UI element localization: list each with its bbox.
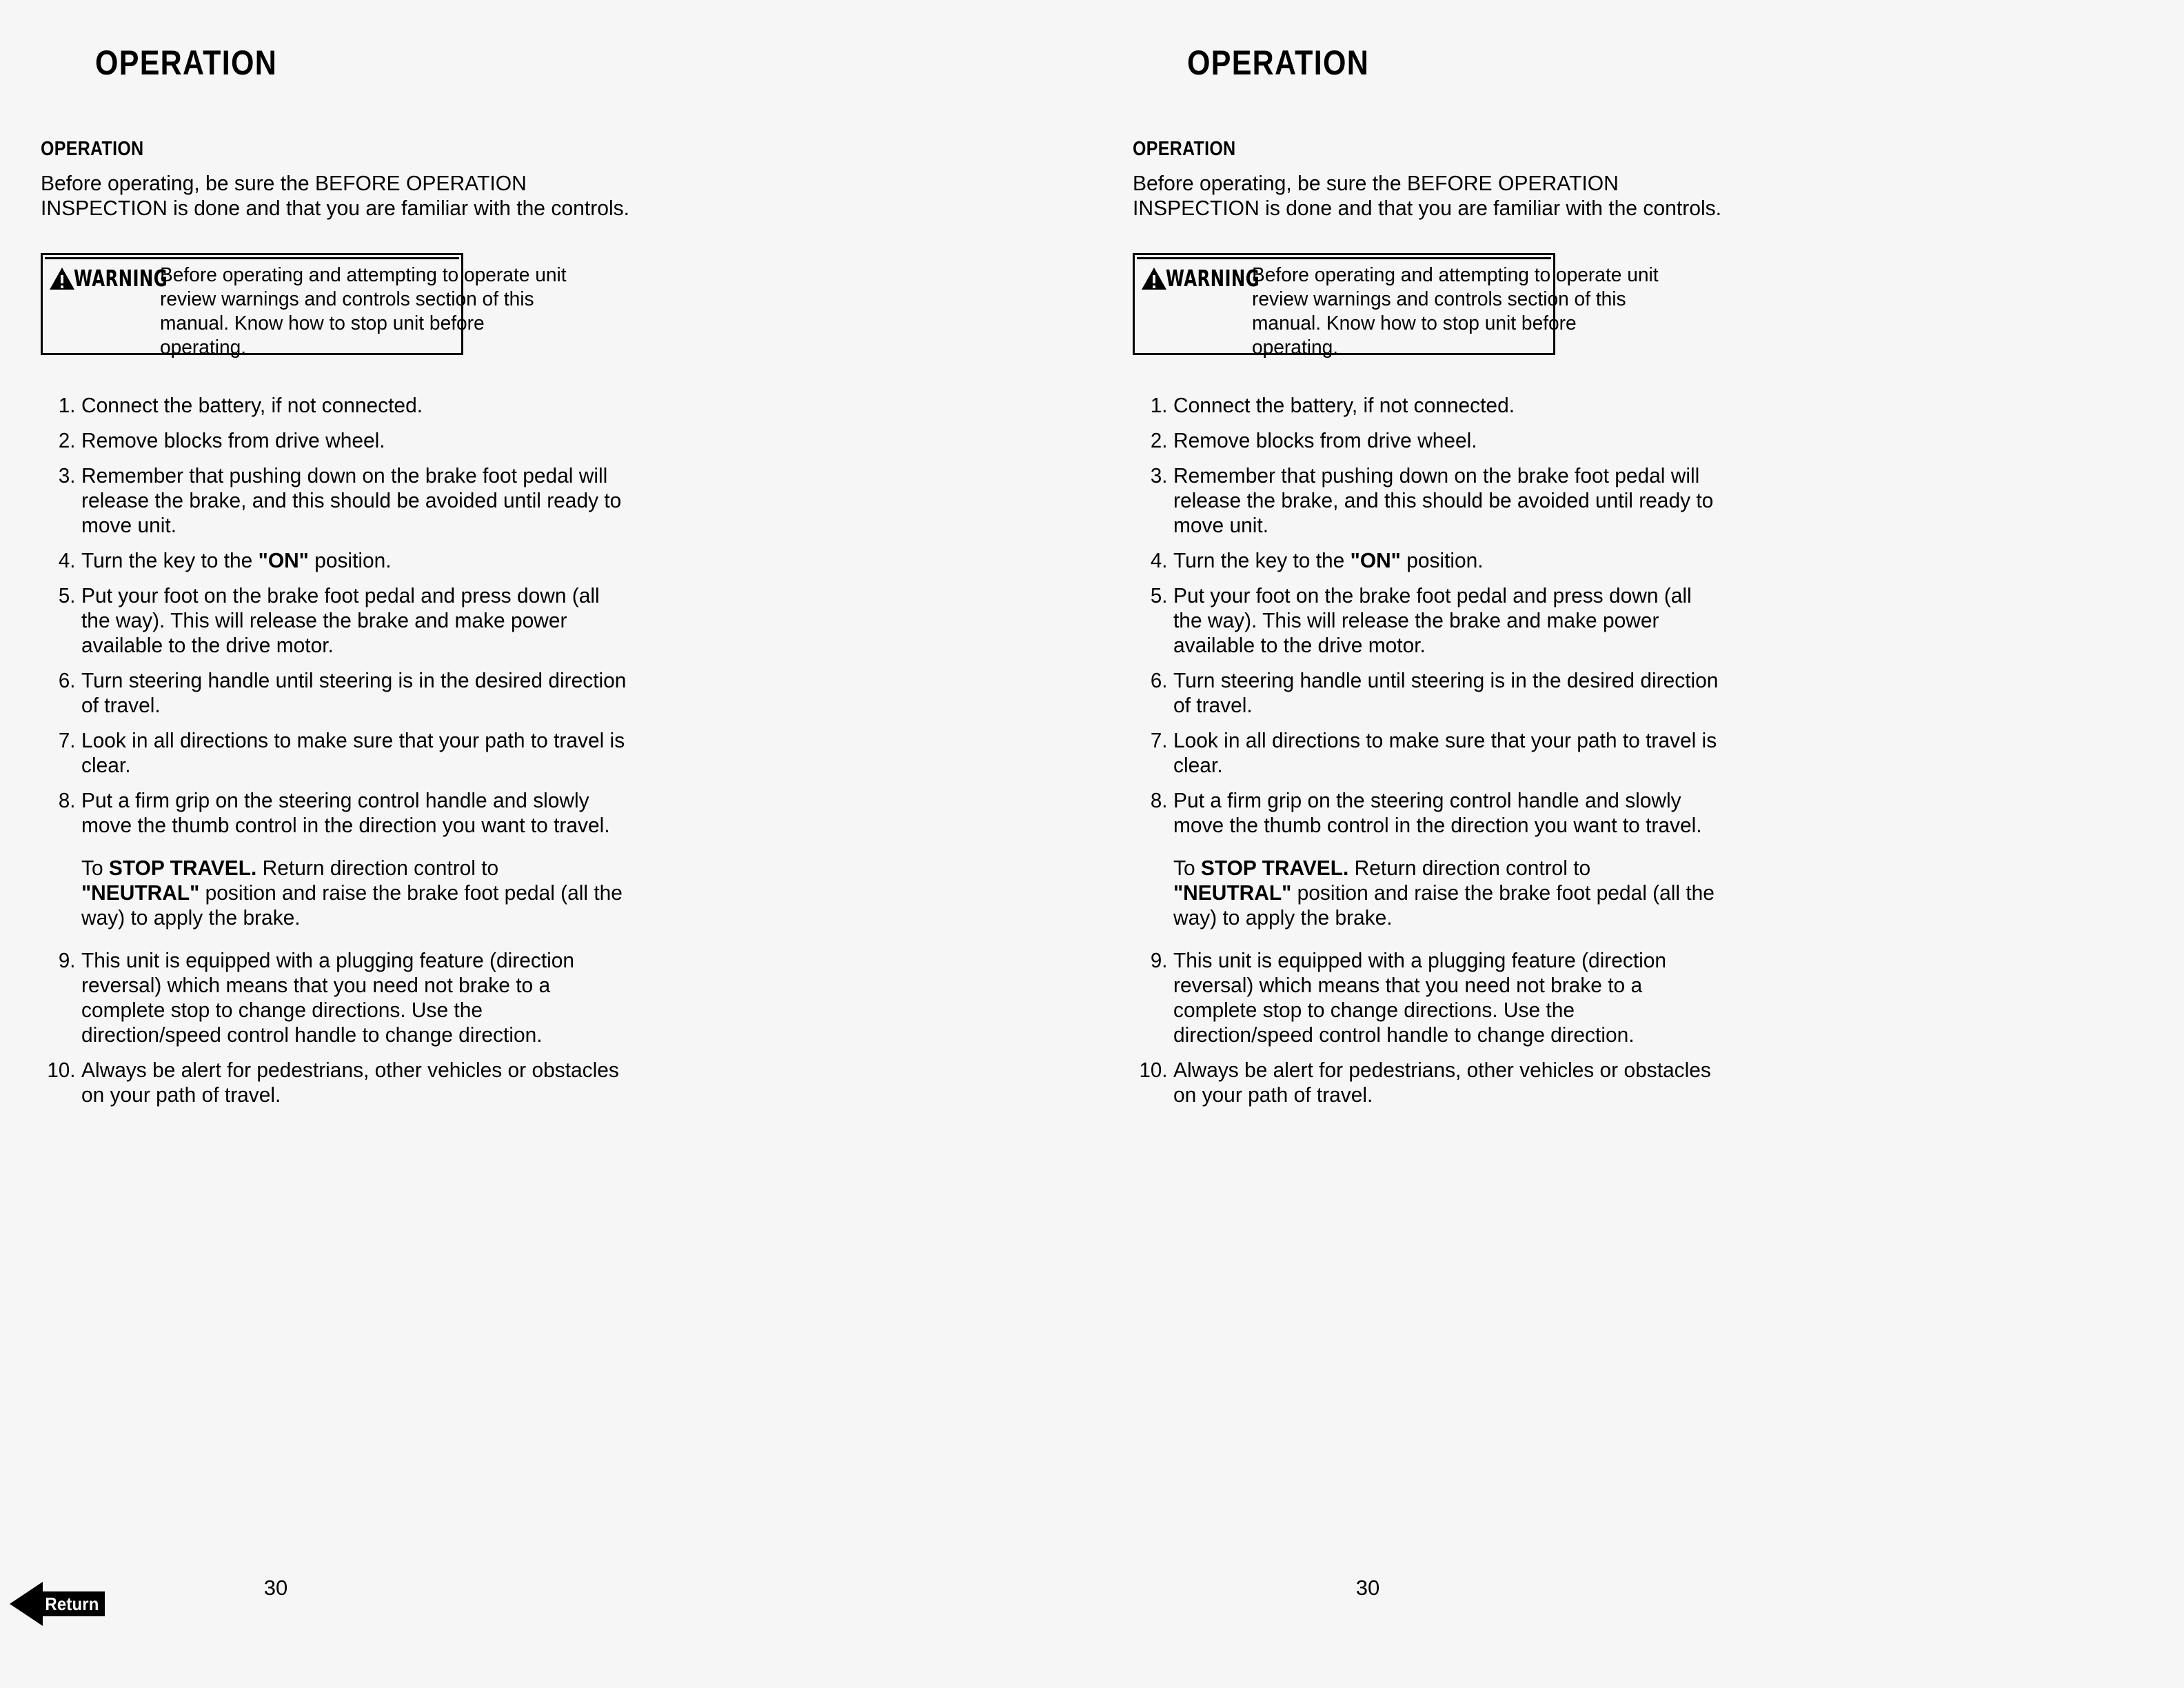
emphasis-stop-travel: STOP TRAVEL. <box>108 856 257 880</box>
step-number: 7. <box>58 728 76 752</box>
step-text: Turn steering handle until steering is in the desired direction of travel. <box>1173 668 1719 717</box>
stop-travel-note: To STOP TRAVEL. Return direction control to "NEUTRAL" position and raise the brake foot pedal (all the way) to apply the brake. <box>1173 856 1715 930</box>
intro-word: operating, <box>107 171 200 195</box>
list-item <box>41 788 610 838</box>
list-item <box>41 393 516 418</box>
list-item <box>1133 583 1692 658</box>
warning-word: section <box>1507 288 1569 310</box>
step-text: Put a firm grip on the steering control handle and slowly move the thumb control in the direction you want to travel. <box>1173 788 1702 837</box>
intro-word: Before <box>41 171 102 195</box>
step-number: 2. <box>58 428 76 452</box>
intro-paragraph <box>41 171 630 221</box>
operation-steps-list <box>41 393 627 1118</box>
step-text: Turn steering handle until steering is in the desired direction of travel. <box>81 668 627 717</box>
intro-word: the <box>280 171 310 195</box>
warning-word: review <box>1252 288 1308 310</box>
warning-word: warnings <box>1313 288 1391 310</box>
step-text: This unit is equipped with a plugging feature (direction reversal) which means that you need not brake to a complete stop to change directions. Use the direction/speed control handle to change direction. <box>81 948 575 1047</box>
list-item <box>1133 668 1719 718</box>
warning-line: Before operating and attempting to operate unit <box>1252 264 1659 286</box>
section-heading: OPERATION <box>1133 138 1236 160</box>
step-number: 4. <box>1150 548 1168 572</box>
list-item <box>1133 1058 1711 1107</box>
step-text: Connect the battery, if not connected. <box>81 393 423 417</box>
intro-line: INSPECTION is done and that you are familiar with the controls. <box>1133 196 1722 220</box>
list-item <box>1133 728 1717 778</box>
step-text: Remove blocks from drive wheel. <box>81 428 385 452</box>
warning-word: controls <box>1434 288 1502 310</box>
step-text: Remember that pushing down on the brake foot pedal will release the brake, and this should be avoided until ready to move unit. <box>1173 463 1714 537</box>
warning-line: operating. <box>160 336 247 359</box>
left-arrow-icon <box>10 1582 43 1626</box>
emphasis-neutral: "NEUTRAL" <box>1173 881 1292 905</box>
step-text: Look in all directions to make sure that your path to travel is clear. <box>81 728 625 777</box>
warning-word: of <box>1574 288 1591 310</box>
step-number: 7. <box>1150 728 1168 752</box>
intro-word: sure <box>234 171 275 195</box>
warning-line: Before operating and attempting to operate unit <box>160 264 567 286</box>
warning-word: and <box>304 288 337 310</box>
list-item <box>1133 428 1608 453</box>
intro-word: BEFORE <box>1406 171 1493 195</box>
page-number: 30 <box>263 1576 288 1600</box>
intro-word: sure <box>1326 171 1367 195</box>
warning-triangle-icon <box>50 268 74 290</box>
intro-word: the <box>1372 171 1402 195</box>
return-button-label: Return <box>45 1594 99 1614</box>
warning-line: manual. Know how to stop unit before <box>1252 312 1577 334</box>
warning-box <box>1133 253 1659 359</box>
warning-label-text: WARNING <box>1166 265 1260 292</box>
step-number: 3. <box>1150 463 1168 488</box>
warning-word: of <box>482 288 499 310</box>
list-item <box>41 948 575 1047</box>
warning-label-text: WARNING <box>74 265 168 292</box>
warning-word: review <box>160 288 216 310</box>
intro-word: operating, <box>1199 171 1292 195</box>
stop-travel-note: To STOP TRAVEL. Return direction control to "NEUTRAL" position and raise the brake foot pedal (all the way) to apply the brake. <box>81 856 623 930</box>
list-item <box>41 548 516 573</box>
list-item <box>1133 393 1608 418</box>
step-text: Always be alert for pedestrians, other vehicles or obstacles on your path of travel. <box>81 1058 619 1107</box>
document-page-right <box>1092 0 2184 1688</box>
intro-word: be <box>205 171 229 195</box>
operation-steps-list <box>1133 393 1719 1118</box>
list-item <box>41 428 516 453</box>
step-number: 3. <box>58 463 76 488</box>
step-number: 10. <box>47 1058 76 1082</box>
emphasis-stop-travel: STOP TRAVEL. <box>1200 856 1349 880</box>
warning-text <box>1252 263 1659 360</box>
list-item <box>41 583 600 658</box>
step-number: 1. <box>58 393 76 417</box>
emphasis-on: "ON" <box>258 548 309 572</box>
step-number: 2. <box>1150 428 1168 452</box>
list-item <box>41 668 627 718</box>
step-text: Put your foot on the brake foot pedal and press down (all the way). This will release the brake and make power available to the drive motor. <box>1173 583 1692 657</box>
step-number: 5. <box>58 583 76 607</box>
step-number: 10. <box>1139 1058 1168 1082</box>
step-text: Turn the key to the "ON" position. <box>81 548 392 572</box>
step-number: 6. <box>1150 668 1168 692</box>
intro-word: OPERATION <box>1497 171 1619 195</box>
step-number: 1. <box>1150 393 1168 417</box>
list-item <box>1133 463 1714 538</box>
step-number: 9. <box>58 948 76 972</box>
step-number: 9. <box>1150 948 1168 972</box>
step-number: 5. <box>1150 583 1168 607</box>
warning-line: manual. Know how to stop unit before <box>160 312 485 334</box>
warning-word: warnings <box>221 288 299 310</box>
step-number: 4. <box>58 548 76 572</box>
warning-line: operating. <box>1252 336 1339 359</box>
step-text: Look in all directions to make sure that your path to travel is clear. <box>1173 728 1717 777</box>
step-number: 8. <box>1150 788 1168 812</box>
intro-word: Before <box>1133 171 1194 195</box>
warning-word: this <box>1595 288 1626 310</box>
step-text: Put your foot on the brake foot pedal and press down (all the way). This will release the brake and make power available to the drive motor. <box>81 583 600 657</box>
intro-word: OPERATION <box>405 171 527 195</box>
step-text: Turn the key to the "ON" position. <box>1173 548 1484 572</box>
intro-paragraph <box>1133 171 1722 221</box>
list-item <box>1133 548 1608 573</box>
intro-word: BEFORE <box>314 171 401 195</box>
warning-text <box>160 263 567 360</box>
section-heading: OPERATION <box>41 138 144 160</box>
list-item <box>1133 788 1702 838</box>
step-text: Always be alert for pedestrians, other vehicles or obstacles on your path of travel. <box>1173 1058 1711 1107</box>
emphasis-on: "ON" <box>1350 548 1401 572</box>
warning-word: and <box>1396 288 1429 310</box>
step-text: Connect the battery, if not connected. <box>1173 393 1515 417</box>
step-text: Remember that pushing down on the brake foot pedal will release the brake, and this should be avoided until ready to move unit. <box>81 463 622 537</box>
intro-word: be <box>1297 171 1321 195</box>
list-item <box>41 463 622 538</box>
emphasis-neutral: "NEUTRAL" <box>81 881 200 905</box>
step-number: 6. <box>58 668 76 692</box>
return-button[interactable] <box>10 1582 105 1626</box>
page-number: 30 <box>1355 1576 1380 1600</box>
step-text: This unit is equipped with a plugging feature (direction reversal) which means that you need not brake to a complete stop to change directions. Use the direction/speed control handle to change direction. <box>1173 948 1667 1047</box>
step-text: Remove blocks from drive wheel. <box>1173 428 1477 452</box>
warning-word: this <box>503 288 534 310</box>
list-item <box>41 728 625 778</box>
warning-word: controls <box>342 288 410 310</box>
warning-box <box>41 253 567 359</box>
list-item <box>41 1058 619 1107</box>
warning-triangle-icon <box>1142 268 1166 290</box>
warning-word: section <box>415 288 477 310</box>
step-text: Put a firm grip on the steering control handle and slowly move the thumb control in the direction you want to travel. <box>81 788 610 837</box>
step-number: 8. <box>58 788 76 812</box>
page-title: OPERATION <box>95 43 278 82</box>
page-title: OPERATION <box>1187 43 1370 82</box>
list-item <box>1133 948 1667 1047</box>
intro-line: INSPECTION is done and that you are familiar with the controls. <box>41 196 630 220</box>
